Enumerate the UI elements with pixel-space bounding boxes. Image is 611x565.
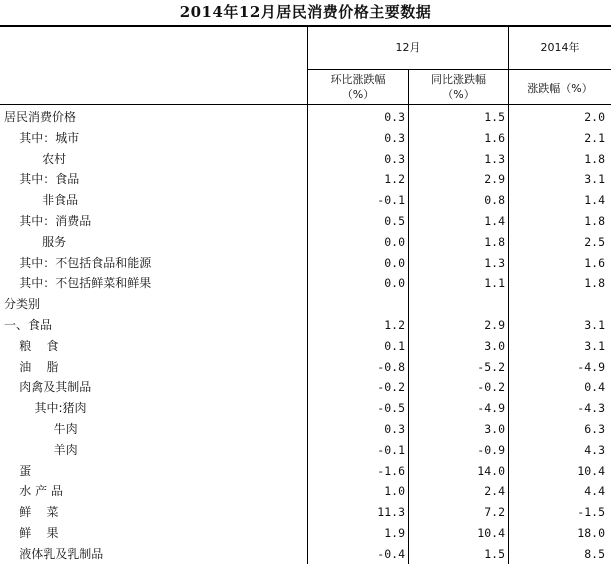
annual-value: 1.8 xyxy=(584,151,605,166)
row-label: 其中：不包括食品和能源 xyxy=(4,255,152,270)
header-annual: 涨跌幅（%） xyxy=(527,82,593,95)
annual-value: 4.4 xyxy=(584,484,605,499)
header-bottom-rule xyxy=(0,104,611,105)
header-yoy-unit: （%） xyxy=(442,88,475,101)
annual-value: -4.9 xyxy=(577,359,605,374)
yoy-value: -0.2 xyxy=(477,380,505,395)
annual-value: 10.4 xyxy=(577,463,605,478)
mom-value: 1.0 xyxy=(384,484,405,499)
row-label: 鲜 菜 xyxy=(4,505,59,520)
yoy-value: 1.3 xyxy=(484,255,505,270)
annual-value: -4.3 xyxy=(577,401,605,416)
row-label: 鲜 果 xyxy=(4,525,59,540)
mom-value: -0.5 xyxy=(377,401,405,416)
table-body xyxy=(0,107,611,565)
mom-value: 1.2 xyxy=(384,172,405,187)
row-label: 一、食品 xyxy=(4,317,53,332)
table-row xyxy=(0,336,611,357)
annual-value: 18.0 xyxy=(577,525,605,540)
mom-value: 0.5 xyxy=(384,213,405,228)
mom-value: 0.3 xyxy=(384,130,405,145)
annual-value: 1.8 xyxy=(584,213,605,228)
yoy-value: 7.2 xyxy=(484,505,505,520)
annual-value: 1.4 xyxy=(584,193,605,208)
annual-value: 0.4 xyxy=(584,380,605,395)
yoy-value: 1.5 xyxy=(484,110,505,124)
mom-value: 1.2 xyxy=(384,317,405,332)
annual-value: 6.3 xyxy=(584,421,605,436)
yoy-value: 1.1 xyxy=(484,276,505,291)
table-row xyxy=(0,169,611,190)
annual-value: 2.1 xyxy=(584,130,605,145)
annual-value: 3.1 xyxy=(584,172,605,187)
table-row xyxy=(0,440,611,461)
row-label: 其中:猪肉 xyxy=(4,401,87,416)
yoy-value: 1.3 xyxy=(484,151,505,166)
yoy-value: 0.8 xyxy=(484,193,505,208)
annual-value: 4.3 xyxy=(584,442,605,457)
mom-value: -0.1 xyxy=(377,442,405,457)
table-row xyxy=(0,107,611,128)
header-yoy: 同比涨跌幅 xyxy=(431,73,486,86)
annual-value: 3.1 xyxy=(584,317,605,332)
mom-value: 0.3 xyxy=(384,421,405,436)
annual-value: 3.1 xyxy=(584,338,605,353)
header-month: 12月 xyxy=(395,41,421,54)
mom-value: 0.0 xyxy=(384,255,405,270)
row-label: 非食品 xyxy=(4,193,79,208)
mom-value: 0.0 xyxy=(384,276,405,291)
row-label: 农村 xyxy=(4,151,67,166)
mom-value: -0.2 xyxy=(377,380,405,395)
table-row xyxy=(0,211,611,232)
row-label: 其中：消费品 xyxy=(4,213,92,228)
table-row xyxy=(0,315,611,336)
yoy-value: 1.8 xyxy=(484,234,505,249)
row-label: 牛肉 xyxy=(4,421,78,436)
row-label: 蛋 xyxy=(4,463,32,478)
mom-value: -1.6 xyxy=(377,463,405,478)
row-label: 水 产 品 xyxy=(4,484,63,499)
yoy-value: 1.5 xyxy=(484,546,505,561)
mom-value: 11.3 xyxy=(377,505,405,520)
row-label: 粮 食 xyxy=(4,338,59,353)
annual-value: -1.5 xyxy=(577,505,605,520)
header-mom: 环比涨跌幅 xyxy=(330,73,386,86)
yoy-value: 14.0 xyxy=(477,463,505,478)
row-label: 羊肉 xyxy=(4,442,78,457)
yoy-value: 2.4 xyxy=(484,484,505,499)
row-label: 其中：食品 xyxy=(4,172,80,187)
row-label: 分类别 xyxy=(4,297,41,312)
table-row xyxy=(0,149,611,170)
annual-value: 2.5 xyxy=(584,234,605,249)
header-divider xyxy=(307,69,611,70)
cpi-table xyxy=(0,25,611,564)
header-year: 2014年 xyxy=(540,41,580,54)
yoy-value: 10.4 xyxy=(477,525,505,540)
table-row xyxy=(0,377,611,398)
mom-value: -0.1 xyxy=(377,193,405,208)
yoy-value: -4.9 xyxy=(477,401,505,416)
row-label: 油 脂 xyxy=(4,359,59,374)
table-row xyxy=(0,461,611,482)
annual-value: 1.6 xyxy=(584,255,605,270)
table-row xyxy=(0,357,611,378)
yoy-value: 1.4 xyxy=(484,213,505,228)
table-row xyxy=(0,232,611,253)
page-title: 2014年12月居民消费价格主要数据 xyxy=(179,3,432,21)
row-label: 其中：不包括鲜菜和鲜果 xyxy=(4,276,152,291)
row-label: 居民消费价格 xyxy=(4,110,77,124)
yoy-value: -0.9 xyxy=(477,442,505,457)
yoy-value: 3.0 xyxy=(484,338,505,353)
table-row xyxy=(0,523,611,544)
annual-value: 8.5 xyxy=(584,546,605,561)
yoy-value: 1.6 xyxy=(484,130,505,145)
mom-value: 0.3 xyxy=(384,110,405,124)
table-row xyxy=(0,128,611,149)
table-row xyxy=(0,253,611,274)
mom-value: 0.3 xyxy=(384,151,405,166)
yoy-value: 2.9 xyxy=(484,317,505,332)
mom-value: 0.1 xyxy=(384,338,405,353)
table-row xyxy=(0,419,611,440)
annual-value: 2.0 xyxy=(584,110,605,124)
mom-value: 1.9 xyxy=(384,525,405,540)
table-row xyxy=(0,294,611,315)
table-row xyxy=(0,544,611,565)
row-label: 其中：城市 xyxy=(4,130,80,145)
table-row xyxy=(0,398,611,419)
header-mom-unit: （%） xyxy=(341,88,375,101)
mom-value: -0.8 xyxy=(377,359,405,374)
yoy-value: -5.2 xyxy=(477,359,505,374)
row-label: 肉禽及其制品 xyxy=(4,380,92,395)
table-row xyxy=(0,481,611,502)
row-label: 液体乳及乳制品 xyxy=(4,546,104,561)
table-row xyxy=(0,273,611,294)
mom-value: -0.4 xyxy=(377,546,405,561)
table-row xyxy=(0,502,611,523)
row-label: 服务 xyxy=(4,234,67,249)
annual-value: 1.8 xyxy=(584,276,605,291)
table-row xyxy=(0,190,611,211)
yoy-value: 2.9 xyxy=(484,172,505,187)
yoy-value: 3.0 xyxy=(484,421,505,436)
mom-value: 0.0 xyxy=(384,234,405,249)
